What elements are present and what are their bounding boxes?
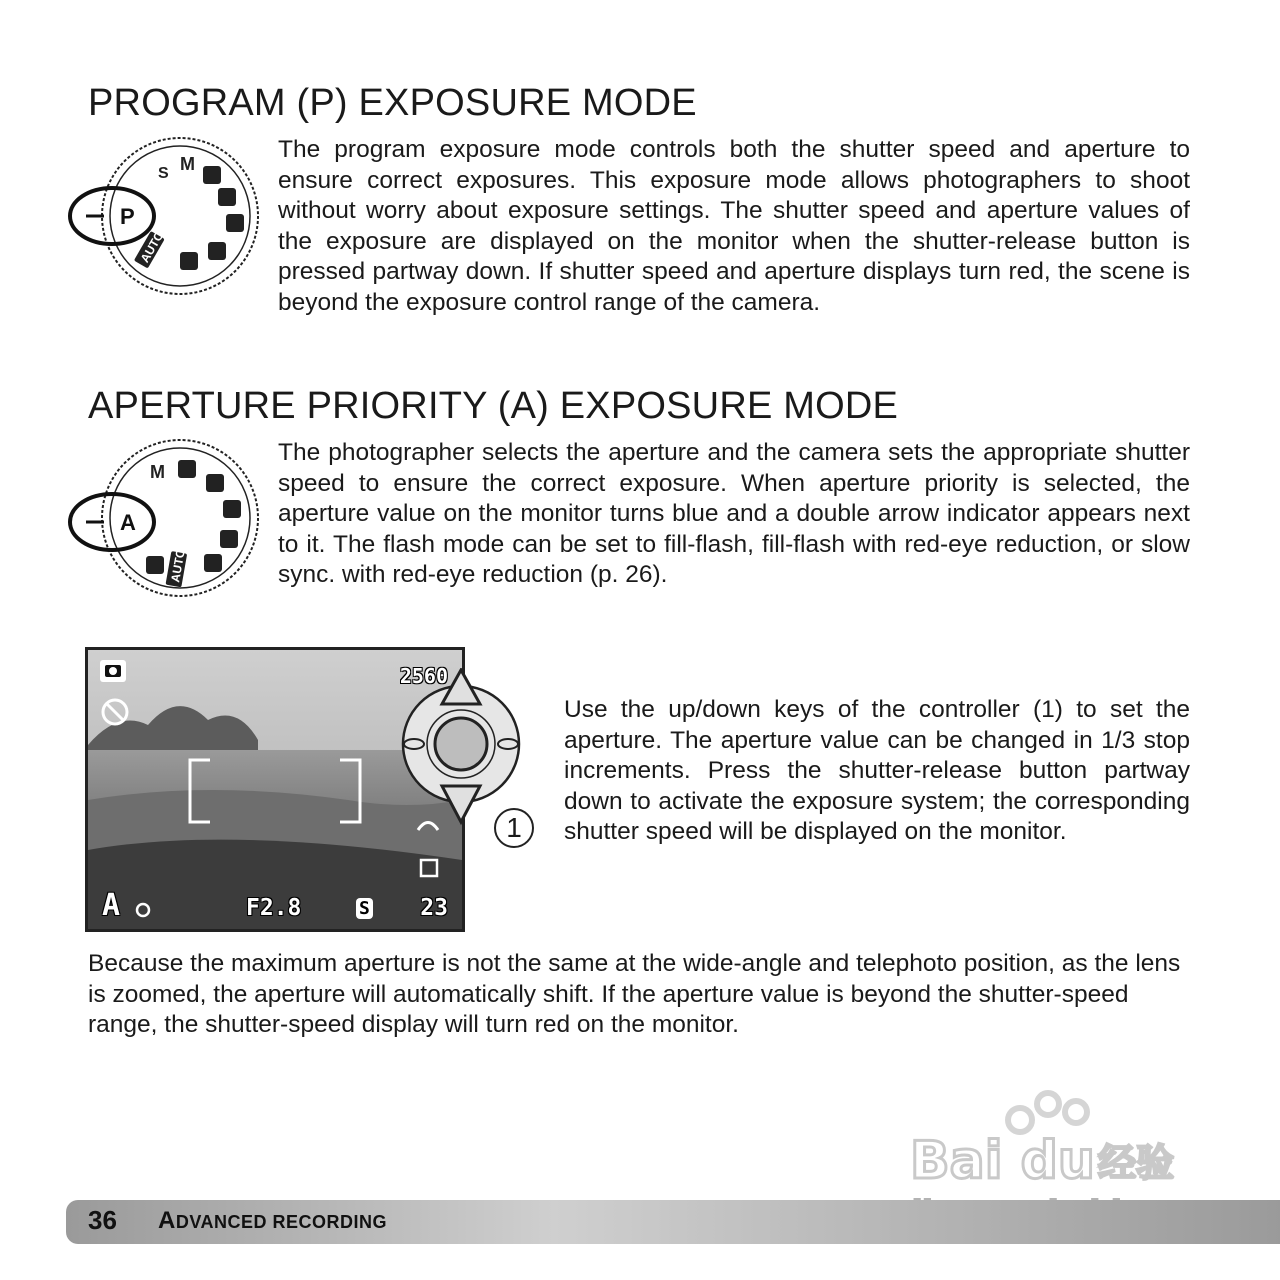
dial-label-m: M [150, 462, 165, 482]
dial-selected-p: P [120, 204, 135, 229]
osd-resolution: 2560 [399, 664, 448, 688]
watermark-brand: Bai du [910, 1131, 1095, 1191]
program-mode-heading: PROGRAM (P) EXPOSURE MODE [88, 82, 697, 124]
osd-aperture-value: F2.8 [246, 895, 302, 921]
aperture-shift-note: Because the maximum aperture is not the same at the wide-angle and telephoto position, as the lens is zoomed, the aperture will automatically shift. If the aperture value is beyond the shutter-speed range, the shutter-speed display will turn red on the monitor. [88, 950, 1181, 1038]
footer-label-initial: A [158, 1207, 176, 1234]
section-footer-label [158, 1207, 387, 1235]
dial-label-auto: AUTO [137, 228, 167, 265]
program-mode-description: The program exposure mode controls both the shutter speed and aperture to ensure correct exposures. This exposure mode allows photographers to shoot without worry about exposure settings. The shutter speed and aperture values of the exposure are displayed on the monitor when the shutter-release button is pressed partway down. If shutter speed and aperture displays turn red, the scene is beyond the exposure control range of the camera. [278, 136, 1190, 316]
dial-sports-icon [218, 188, 236, 206]
controller-down-arrow [442, 786, 480, 822]
dial-selected-a: A [120, 510, 136, 535]
dial-night-icon [180, 252, 198, 270]
dial-label-auto: AUTO [168, 547, 188, 584]
watermark-tag: 经验 [1098, 1141, 1175, 1185]
aperture-priority-description: The photographer selects the aperture and the camera sets the appropriate shutter speed to ensure the correct exposure. When aperture priority is selected, the aperture value on the monitor turns blue and a double arrow indicator appears next to it. The flash mode can be set to fill-flash, fill-flash with red-eye reduction, or slow sync. with red-eye reduction (p. 26). [278, 439, 1190, 588]
dial-label-s: S [158, 165, 169, 182]
dial-night-icon [204, 554, 222, 572]
controller-callout-number: 1 [494, 808, 534, 848]
osd-exposure-mode: A [102, 888, 121, 923]
mode-dial-aperture-illustration [68, 438, 268, 598]
dial-portrait-icon [203, 166, 221, 184]
dial-macro-icon [208, 242, 226, 260]
aperture-priority-heading: APERTURE PRIORITY (A) EXPOSURE MODE [88, 385, 899, 427]
mode-dial-program-illustration [68, 136, 268, 296]
osd-frame-counter: 23 [420, 895, 448, 921]
controller-illustration [398, 668, 528, 828]
footer-label-rest: DVANCED RECORDING [175, 1212, 388, 1232]
dial-sports-icon [206, 474, 224, 492]
dial-portrait-icon [178, 460, 196, 478]
dial-label-m: M [180, 154, 195, 174]
dial-landscape-icon [223, 500, 241, 518]
dial-landscape-icon [226, 214, 244, 232]
osd-shutter-badge: S [356, 898, 373, 919]
page-number: 36 [88, 1205, 117, 1235]
dial-movie-icon [146, 556, 164, 574]
controller-instructions: Use the up/down keys of the controller (1) to set the aperture. The aperture value can be changed in 1/3 stop increments. Press the shutter-release button partway down to activate the exposure system; the corresponding shutter speed will be displayed on the monitor. [564, 696, 1190, 845]
dial-macro-icon [220, 530, 238, 548]
